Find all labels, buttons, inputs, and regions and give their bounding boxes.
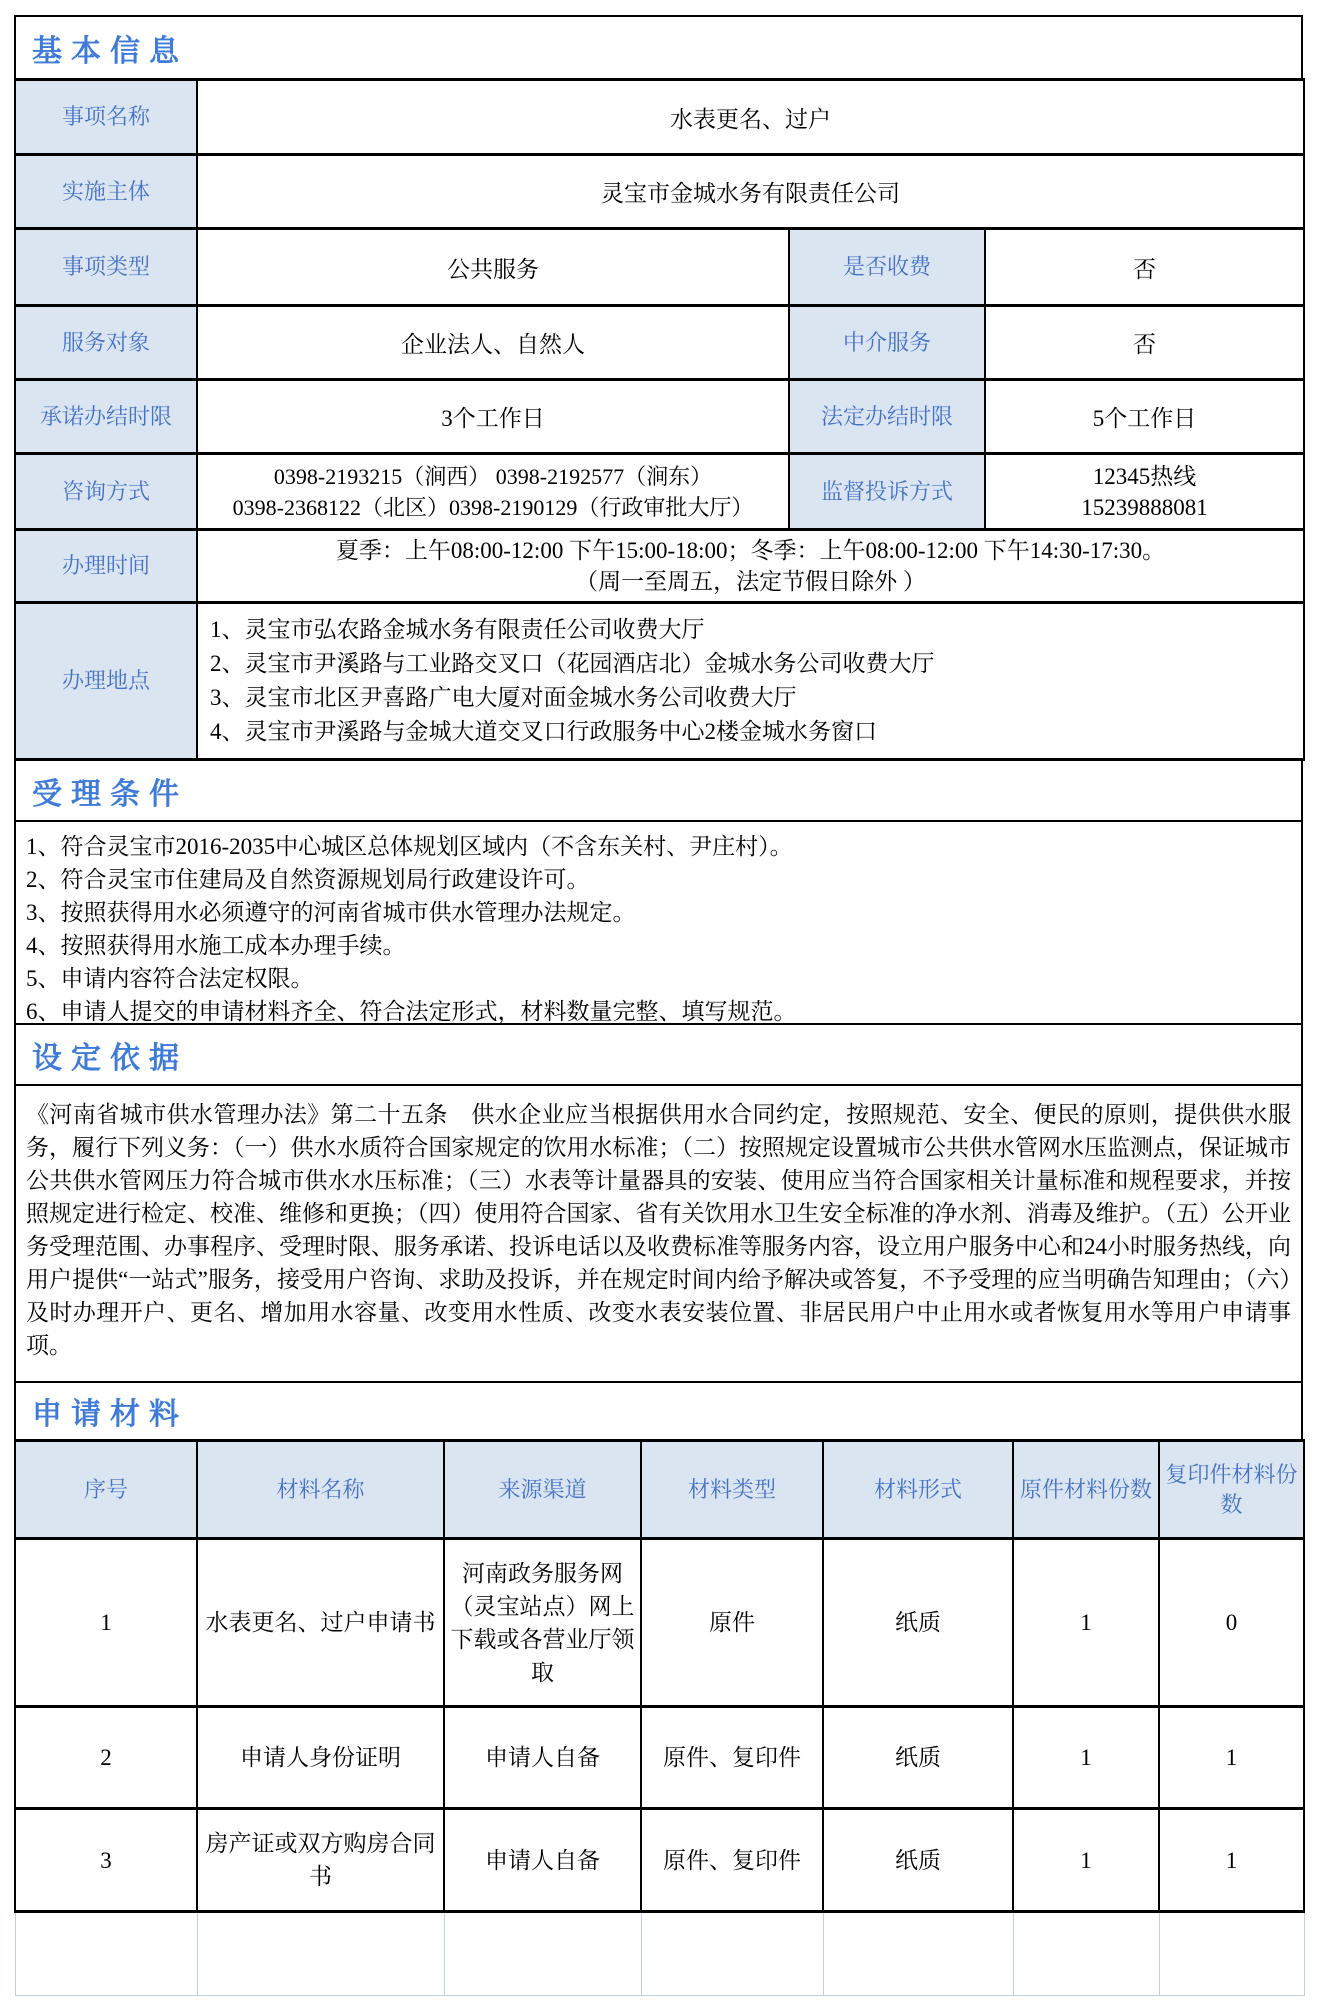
basic-info-table xyxy=(14,78,1305,761)
table-cell: 纸质 xyxy=(823,1707,1013,1809)
condition-item: 1、符合灵宝市2016-2035中心城区总体规划区域内（不含东关村、尹庄村）。 xyxy=(26,834,793,859)
consult-phone-numbers xyxy=(197,454,789,530)
row-label: 服务对象 xyxy=(15,306,197,380)
service-locations xyxy=(197,603,1304,760)
service-hours-line-2: （周一至周五，法定节假日除外 ） xyxy=(575,569,926,594)
column-header: 序号 xyxy=(15,1441,197,1539)
table-cell-empty xyxy=(1159,1912,1304,1996)
table-cell-empty xyxy=(1013,1912,1159,1996)
table-cell: 原件、复印件 xyxy=(641,1809,823,1912)
row-label: 咨询方式 xyxy=(15,454,197,530)
table-row xyxy=(15,454,1304,530)
section-title-text: 受理条件 xyxy=(32,777,188,811)
table-cell: 申请人自备 xyxy=(444,1809,641,1912)
row-value: 水表更名、过户 xyxy=(197,80,1304,155)
legal-basis-paragraph: 《河南省城市供水管理办法》第二十五条 供水企业应当根据供用水合同约定，按照规范、安全、便民的原则，提供供水服务，履行下列义务：（一）供水水质符合国家规定的饮用水标准；（二）按照规定设置城市公共供水管网水压监测点，保证城市公共供水管网压力符合城市供水水压标准；（三）水表等计量器具的安装、使用应当符合国家相关计量标准和规程要求，并按照规定进行检定、校准、维修和更换；（四）使用符合国家、省有关饮用水卫生安全标准的净水剂、消毒及维护。（五）公开业务受理范围、办事程序、受理时限、服务承诺、投诉电话以及收费标准等服务内容，设立用户服务中心和24小时服务热线，向用户提供“一站式”服务，接受用户咨询、求助及投诉，并在规定时间内给予解决或答复，不予受理的应当明确告知理由；（六）及时办理开户、更名、增加用水容量、改变用水性质、改变水表安装位置、非居民用户中止用水或者恢复用水等用户申请事项。 xyxy=(14,1084,1303,1383)
table-row xyxy=(15,1539,1304,1707)
hotline-line-2: 15239888081 xyxy=(1081,494,1208,520)
table-cell: 原件 xyxy=(641,1539,823,1707)
condition-item: 2、符合灵宝市住建局及自然资源规划局行政建设许可。 xyxy=(26,867,590,892)
hotline-line-1: 12345热线 xyxy=(1092,463,1197,489)
table-row xyxy=(15,155,1304,229)
table-cell-empty xyxy=(197,1912,444,1996)
row-value: 5个工作日 xyxy=(985,380,1304,454)
materials-table xyxy=(14,1439,1305,1996)
service-hours xyxy=(197,530,1304,603)
condition-item: 3、按照获得用水必须遵守的河南省城市供水管理办法规定。 xyxy=(26,900,636,925)
table-row xyxy=(15,1707,1304,1809)
materials-header-row xyxy=(15,1441,1304,1539)
table-cell: 2 xyxy=(15,1707,197,1809)
row-value: 3个工作日 xyxy=(197,380,789,454)
row-label: 实施主体 xyxy=(15,155,197,229)
row-value: 企业法人、自然人 xyxy=(197,306,789,380)
table-cell: 水表更名、过户申请书 xyxy=(197,1539,444,1707)
section-title-conditions xyxy=(14,759,1303,822)
section-title-text: 设定依据 xyxy=(32,1041,188,1075)
table-cell: 0 xyxy=(1159,1539,1304,1707)
table-row xyxy=(15,380,1304,454)
table-cell: 原件、复印件 xyxy=(641,1707,823,1809)
row-label: 办理地点 xyxy=(15,603,197,760)
section-title-text: 基本信息 xyxy=(32,34,188,68)
table-cell: 申请人自备 xyxy=(444,1707,641,1809)
row-label: 办理时间 xyxy=(15,530,197,603)
table-row xyxy=(15,1809,1304,1912)
service-hours-line-1: 夏季：上午08:00-12:00 下午15:00-18:00；冬季：上午08:00-12:00 下午14:30-17:30。 xyxy=(335,538,1166,563)
table-row xyxy=(15,80,1304,155)
table-row xyxy=(15,530,1304,603)
column-header: 原件材料份数 xyxy=(1013,1441,1159,1539)
phone-line-2: 0398-2368122（北区）0398-2190129（行政审批大厅） xyxy=(232,494,754,520)
row-label: 事项名称 xyxy=(15,80,197,155)
section-title-basic-info xyxy=(14,15,1303,80)
row-label: 承诺办结时限 xyxy=(15,380,197,454)
column-header: 材料形式 xyxy=(823,1441,1013,1539)
row-value: 公共服务 xyxy=(197,229,789,306)
table-cell: 1 xyxy=(1159,1809,1304,1912)
condition-item: 5、申请内容符合法定权限。 xyxy=(26,966,314,991)
table-row xyxy=(15,229,1304,306)
column-header: 来源渠道 xyxy=(444,1441,641,1539)
table-cell: 1 xyxy=(1013,1539,1159,1707)
section-title-legal-basis xyxy=(14,1023,1303,1086)
location-item: 1、灵宝市弘农路金城水务有限责任公司收费大厅 xyxy=(210,617,705,642)
row-value: 灵宝市金城水务有限责任公司 xyxy=(197,155,1304,229)
table-cell: 1 xyxy=(1159,1707,1304,1809)
row-label: 事项类型 xyxy=(15,229,197,306)
table-cell: 1 xyxy=(1013,1707,1159,1809)
condition-item: 4、按照获得用水施工成本办理手续。 xyxy=(26,933,406,958)
table-row xyxy=(15,603,1304,760)
table-cell: 3 xyxy=(15,1809,197,1912)
table-cell: 纸质 xyxy=(823,1539,1013,1707)
table-cell: 申请人身份证明 xyxy=(197,1707,444,1809)
table-cell-empty xyxy=(823,1912,1013,1996)
section-title-text: 申请材料 xyxy=(32,1398,188,1431)
table-cell: 1 xyxy=(15,1539,197,1707)
table-cell-empty xyxy=(444,1912,641,1996)
table-cell-empty xyxy=(641,1912,823,1996)
empty-table-row xyxy=(15,1912,1304,1996)
column-header: 材料名称 xyxy=(197,1441,444,1539)
condition-item: 6、申请人提交的申请材料齐全、符合法定形式，材料数量完整、填写规范。 xyxy=(26,999,797,1024)
table-cell: 纸质 xyxy=(823,1809,1013,1912)
phone-line-1: 0398-2193215（涧西） 0398-2192577（涧东） xyxy=(273,463,713,489)
row-label: 是否收费 xyxy=(789,229,985,306)
row-label: 法定办结时限 xyxy=(789,380,985,454)
row-label: 监督投诉方式 xyxy=(789,454,985,530)
column-header: 复印件材料份数 xyxy=(1159,1441,1304,1539)
row-label: 中介服务 xyxy=(789,306,985,380)
table-cell: 1 xyxy=(1013,1809,1159,1912)
table-cell: 河南政务服务网（灵宝站点）网上下载或各营业厅领取 xyxy=(444,1539,641,1707)
table-cell-empty xyxy=(15,1912,197,1996)
supervision-hotline xyxy=(985,454,1304,530)
conditions-list xyxy=(14,820,1303,1025)
table-row xyxy=(15,306,1304,380)
location-item: 2、灵宝市尹溪路与工业路交叉口（花园酒店北）金城水务公司收费大厅 xyxy=(210,651,935,676)
column-header: 材料类型 xyxy=(641,1441,823,1539)
section-title-materials xyxy=(14,1381,1303,1441)
location-item: 4、灵宝市尹溪路与金城大道交叉口行政服务中心2楼金城水务窗口 xyxy=(210,719,877,744)
row-value: 否 xyxy=(985,229,1304,306)
table-cell: 房产证或双方购房合同书 xyxy=(197,1809,444,1912)
row-value: 否 xyxy=(985,306,1304,380)
location-item: 3、灵宝市北区尹喜路广电大厦对面金城水务公司收费大厅 xyxy=(210,685,797,710)
